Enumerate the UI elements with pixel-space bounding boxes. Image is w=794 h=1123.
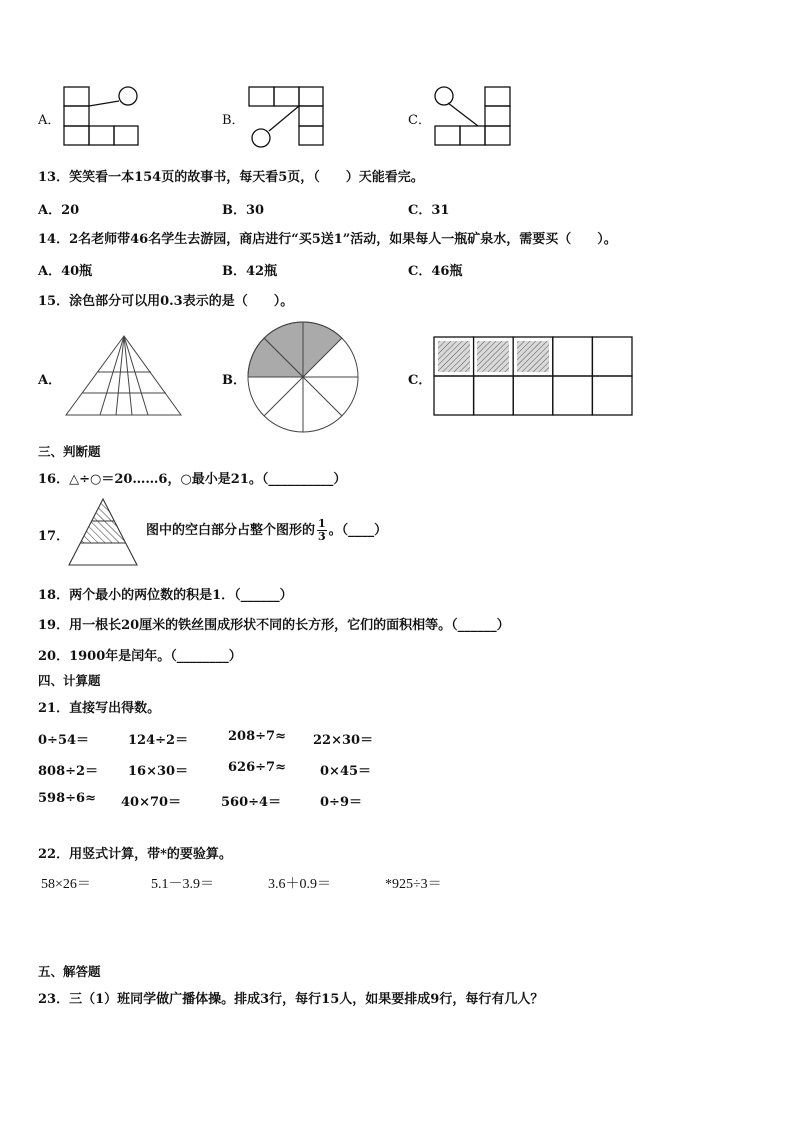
q22-item: *925÷3＝	[385, 877, 442, 892]
q17-text	[146, 518, 387, 543]
q20-text: 20．1900年是闰年。（________）	[38, 649, 242, 664]
q17-fraction-numerator: 1	[318, 517, 326, 530]
q22-item: 5.1－3.9＝	[151, 877, 214, 892]
q14-option-a: A．40瓶	[38, 264, 93, 279]
q22-item: 58×26＝	[41, 877, 91, 892]
q22-title: 22．用竖式计算，带*的要验算。	[38, 847, 232, 862]
q23-text: 23．三（1）班同学做广播体操。排成3行，每行15人，如果要排成9行，每行有几人？	[38, 992, 544, 1007]
q21-item: 124÷2＝	[128, 733, 189, 748]
q13-option-b: B．30	[222, 203, 265, 218]
q14-option-c: C．46瓶	[408, 264, 463, 279]
q21-item: 40×70＝	[121, 795, 182, 810]
q15-grid-figure	[433, 336, 635, 418]
q14-option-b: B．42瓶	[222, 264, 278, 279]
q17-text-before: 图中的空白部分占整个图形的	[146, 523, 316, 538]
q21-item: 22×30＝	[313, 733, 374, 748]
q21-item: 0×45＝	[320, 764, 372, 779]
q12-option-b-label: B．	[222, 113, 245, 128]
q12-option-a-label: A．	[38, 113, 61, 128]
q21-item: 0÷9＝	[320, 795, 362, 810]
q12-option-a-figure	[62, 86, 142, 148]
section-4-title: 四、计算题	[38, 673, 101, 688]
q13-stem: 13．笑笑看一本154页的故事书，每天看5页，（ ）天能看完。	[38, 170, 424, 185]
q19-text: 19．用一根长20厘米的铁丝围成形状不同的长方形，它们的面积相等。（______）	[38, 618, 510, 633]
q16-text: 16．△÷○＝20……6，○最小是21。（__________）	[38, 472, 347, 487]
q17-text-after: 。（____）	[328, 523, 388, 538]
q21-item: 560÷4＝	[221, 795, 282, 810]
q21-item: 626÷7≈	[228, 760, 286, 775]
q12-option-c-figure	[432, 86, 514, 148]
q17-fraction	[317, 518, 327, 543]
q15-option-b-label: B．	[222, 373, 246, 388]
q12-option-b-figure	[246, 86, 326, 148]
q21-title: 21．直接写出得数。	[38, 701, 161, 716]
q13-option-a: A．20	[38, 203, 80, 218]
q17-fraction-denominator: 3	[318, 530, 326, 543]
q17-number: 17．	[38, 529, 70, 544]
q18-text: 18．两个最小的两位数的积是1．（______）	[38, 588, 293, 603]
q15-stem: 15．涂色部分可以用0.3表示的是（ ）。	[38, 294, 294, 309]
q21-item: 0÷54＝	[38, 733, 90, 748]
section-5-title: 五、解答题	[38, 964, 101, 979]
section-3-title: 三、判断题	[38, 444, 101, 459]
q21-item: 16×30＝	[128, 764, 189, 779]
q15-circle-figure	[246, 320, 360, 434]
q21-item: 598÷6≈	[38, 791, 96, 806]
q13-option-c: C．31	[408, 203, 450, 218]
q15-triangle-figure	[64, 334, 184, 418]
q21-item: 808÷2＝	[38, 764, 99, 779]
q22-item: 3.6＋0.9＝	[268, 877, 331, 892]
q12-option-c-label: C．	[408, 113, 431, 128]
q15-option-c-label: C．	[408, 373, 432, 388]
q15-option-a-label: A．	[38, 373, 62, 388]
q14-stem: 14．2名老师带46名学生去游园，商店进行“买5送1”活动，如果每人一瓶矿泉水，需要买（ ）。	[38, 232, 617, 247]
q17-triangle-figure	[66, 497, 140, 567]
q21-item: 208÷7≈	[228, 729, 286, 744]
